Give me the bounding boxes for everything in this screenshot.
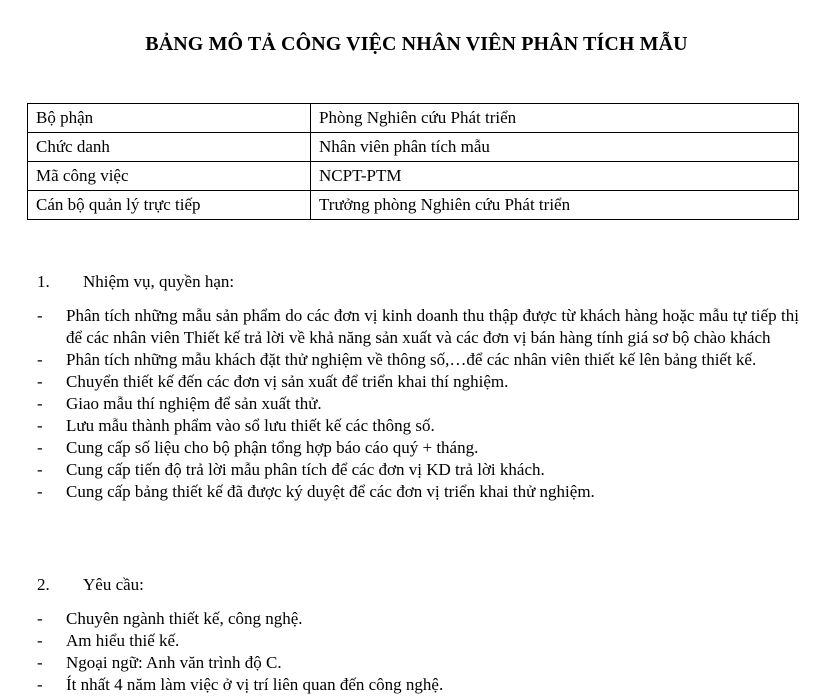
dash-bullet: - (37, 394, 43, 413)
list-item-text: Ít nhất 4 năm làm việc ở vị trí liên quan đến công nghệ. (66, 675, 444, 694)
section-heading-requirements (37, 574, 144, 596)
dash-bullet: - (37, 350, 43, 369)
table-cell-value: Trưởng phòng Nghiên cứu Phát triển (311, 191, 799, 220)
list-item (37, 437, 799, 459)
table-cell-value: Nhân viên phân tích mẫu (311, 133, 799, 162)
table-cell-label: Cán bộ quản lý trực tiếp (28, 191, 311, 220)
duties-list (37, 305, 799, 503)
dash-bullet: - (37, 482, 43, 501)
table-cell-label: Mã công việc (28, 162, 311, 191)
list-item-text: Ngoại ngữ: Anh văn trình độ C. (66, 653, 282, 672)
list-item-text: Chuyên ngành thiết kế, công nghệ. (66, 609, 303, 628)
list-item (37, 349, 799, 371)
section-title: Nhiệm vụ, quyền hạn: (83, 272, 235, 291)
table-row (28, 133, 799, 162)
section-number: 1. (37, 272, 50, 291)
list-item-text: Cung cấp số liệu cho bộ phận tổng hợp báo cáo quý + tháng. (66, 438, 479, 457)
list-item (37, 674, 799, 696)
job-info-table (27, 103, 799, 220)
list-item (37, 371, 799, 393)
list-item (37, 630, 799, 652)
list-item-text: Am hiểu thiế kế. (66, 631, 180, 650)
list-item-text: Phân tích những mẫu sản phẩm do các đơn vị kinh doanh thu thập được từ khách hàng hoặc mẫu tự tiếp thị để các nhân viên Thiết kế trả lời về khả năng sản xuất và các đơn vị bán hàng tính giá sơ bộ chào khách (66, 306, 799, 347)
table-cell-label: Bộ phận (28, 104, 311, 133)
table-row (28, 104, 799, 133)
table-row (28, 191, 799, 220)
dash-bullet: - (37, 609, 43, 628)
list-item (37, 305, 799, 349)
list-item (37, 652, 799, 674)
table-cell-label: Chức danh (28, 133, 311, 162)
section-heading-duties (37, 271, 234, 293)
table-row (28, 162, 799, 191)
list-item-text: Chuyển thiết kế đến các đơn vị sản xuất để triển khai thí nghiệm. (66, 372, 509, 391)
dash-bullet: - (37, 438, 43, 457)
list-item (37, 481, 799, 503)
table-cell-value: NCPT-PTM (311, 162, 799, 191)
list-item (37, 459, 799, 481)
list-item (37, 393, 799, 415)
list-item-text: Cung cấp bảng thiết kế đã được ký duyệt để các đơn vị triển khai thử nghiệm. (66, 482, 595, 501)
list-item-text: Cung cấp tiến độ trả lời mẫu phân tích để các đơn vị KD trả lời khách. (66, 460, 545, 479)
document-title: BẢNG MÔ TẢ CÔNG VIỆC NHÂN VIÊN PHÂN TÍCH MẪU (145, 33, 688, 55)
list-item-text: Giao mẫu thí nghiệm để sản xuất thử. (66, 394, 322, 413)
dash-bullet: - (37, 675, 43, 694)
table-cell-value: Phòng Nghiên cứu Phát triển (311, 104, 799, 133)
section-title: Yêu cầu: (83, 575, 144, 594)
list-item-text: Phân tích những mẫu khách đặt thử nghiệm về thông số,…để các nhân viên thiết kế lên bảng thiết kế. (66, 350, 757, 369)
dash-bullet: - (37, 372, 43, 391)
list-item-text: Lưu mẫu thành phẩm vào sổ lưu thiết kế các thông số. (66, 416, 435, 435)
dash-bullet: - (37, 653, 43, 672)
dash-bullet: - (37, 631, 43, 650)
dash-bullet: - (37, 306, 43, 325)
requirements-list (37, 608, 799, 696)
dash-bullet: - (37, 416, 43, 435)
list-item (37, 415, 799, 437)
dash-bullet: - (37, 460, 43, 479)
section-number: 2. (37, 575, 50, 594)
list-item (37, 608, 799, 630)
